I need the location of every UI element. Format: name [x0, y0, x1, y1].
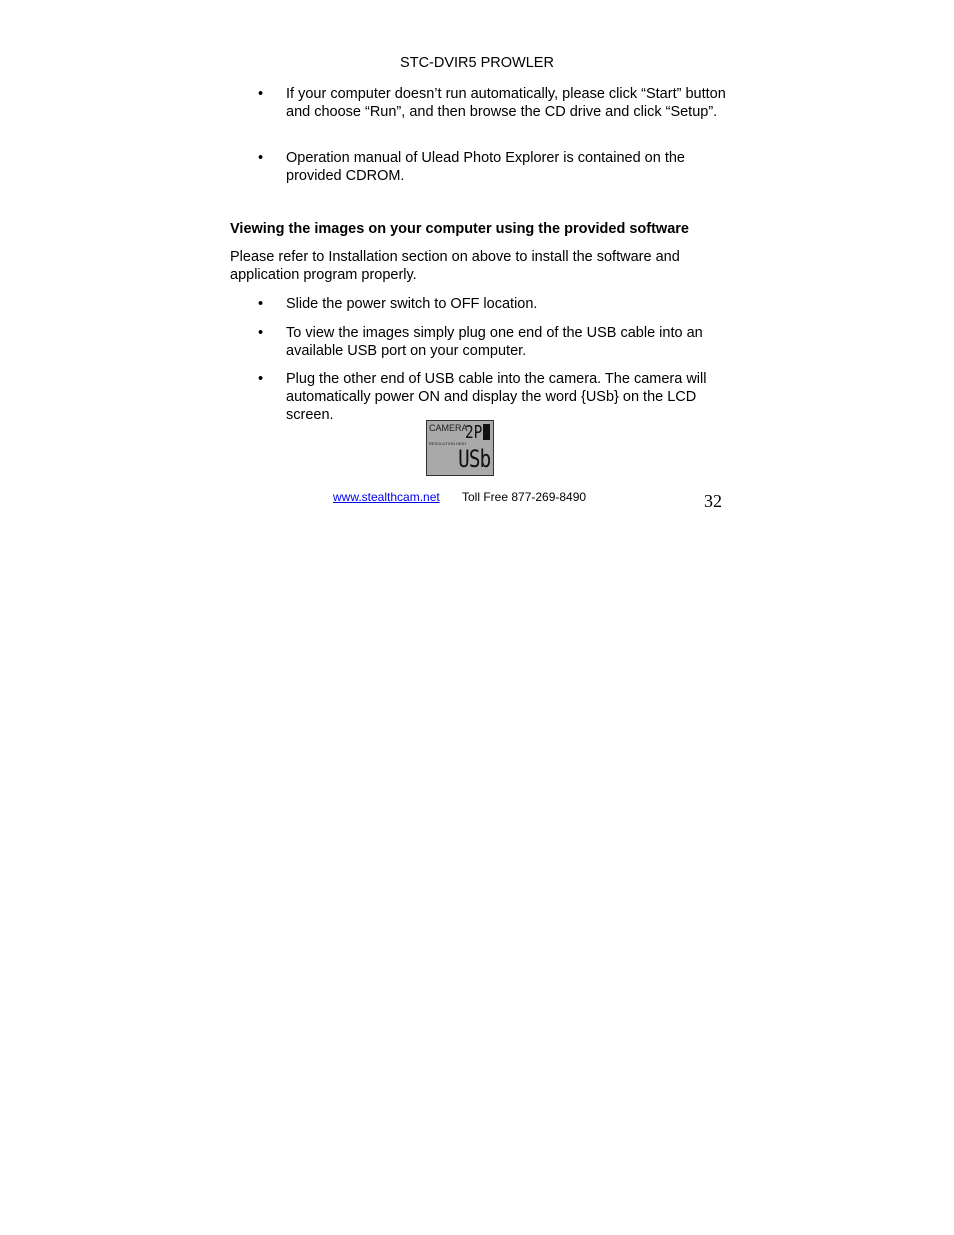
- toll-free-number: Toll Free 877-269-8490: [462, 490, 587, 504]
- battery-icon: [483, 424, 490, 440]
- section-intro: Please refer to Installation section on above to install the software and application program properly.: [230, 249, 680, 283]
- section-heading: Viewing the images on your computer using the provided software: [230, 221, 689, 237]
- website-link[interactable]: www.stealthcam.net: [333, 490, 440, 504]
- lcd-number: 2P: [465, 422, 483, 443]
- list-item-text: Plug the other end of USB cable into the camera. The camera will automatically power ON and display the word {USb} on the LCD screen.: [286, 371, 707, 423]
- bullet-glyph: •: [258, 296, 264, 312]
- list-item: [258, 149, 728, 185]
- bullet-glyph: •: [258, 325, 264, 341]
- list-item: [258, 370, 728, 424]
- list-item-text: To view the images simply plug one end of the USB cable into an available USB port on your computer.: [286, 325, 703, 359]
- lcd-display-text: USb: [457, 445, 490, 473]
- lcd-sub-label: RESOLUTION HIGH: [429, 441, 467, 446]
- lcd-screen-image: [426, 420, 494, 476]
- bullet-glyph: •: [258, 150, 264, 166]
- list-item-text: Slide the power switch to OFF location.: [286, 296, 538, 312]
- list-item: [258, 85, 728, 139]
- list-item: [258, 295, 728, 313]
- list-item: [258, 324, 728, 360]
- bullet-glyph: •: [258, 86, 264, 102]
- list-item-text: Operation manual of Ulead Photo Explorer is contained on the provided CDROM.: [286, 150, 685, 184]
- page-header: STC-DVIR5 PROWLER: [400, 55, 554, 71]
- list-item-text: If your computer doesn’t run automatically, please click “Start” button and choose “Run”, and then browse the CD drive and click “Setup”.: [286, 86, 726, 120]
- bullet-glyph: •: [258, 371, 264, 387]
- page-number: 32: [704, 491, 722, 511]
- lcd-label: CAMERA: [429, 423, 468, 433]
